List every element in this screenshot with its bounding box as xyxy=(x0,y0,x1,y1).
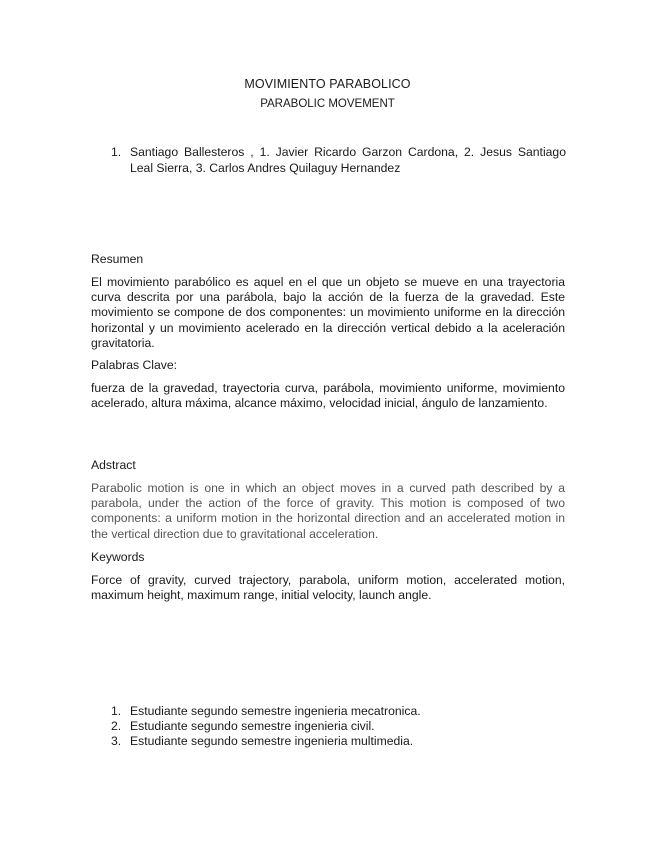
note-number: 1. xyxy=(111,704,122,718)
list-item xyxy=(111,719,531,734)
note-number: 3. xyxy=(111,734,122,749)
keywords-text: Force of gravity, curved trajectory, parabola, uniform motion, accelerated motion, maximum height, maximum range, initial velocity, launch angle. xyxy=(91,573,565,603)
list-item xyxy=(111,704,531,719)
author-list-number: 1. xyxy=(111,145,122,159)
abstract-heading: Adstract xyxy=(91,458,136,472)
list-item xyxy=(111,734,531,749)
note-text: Estudiante segundo semestre ingenieria mecatronica. xyxy=(130,704,421,718)
author-list-text: Santiago Ballesteros , 1. Javier Ricardo Garzon Cardona, 2. Jesus Santiago Leal Sierra, 3. Carlos Andres Quilaguy Hernandez xyxy=(130,145,566,175)
author-list xyxy=(111,145,566,176)
paper-subtitle: PARABOLIC MOVEMENT xyxy=(260,98,395,110)
paper-title: MOVIMIENTO PARABOLICO xyxy=(244,77,411,91)
note-text: Estudiante segundo semestre ingenieria multimedia. xyxy=(130,734,414,749)
affiliation-notes xyxy=(111,704,531,750)
palabras-clave-text: fuerza de la gravedad, trayectoria curva, parábola, movimiento uniforme, movimiento acelerado, altura máxima, alcance máximo, velocidad inicial, ángulo de lanzamiento. xyxy=(91,381,565,411)
palabras-clave-heading: Palabras Clave: xyxy=(91,358,178,372)
abstract-text: Parabolic motion is one in which an object moves in a curved path described by a parabola, under the action of the force of gravity. This motion is composed of two components: a uniform motion in the horizontal direction and an accelerated motion in the vertical direction due to gravitational acceleration. xyxy=(91,481,565,541)
note-text: Estudiante segundo semestre ingenieria civil. xyxy=(130,719,375,734)
resumen-heading: Resumen xyxy=(91,252,144,266)
note-number: 2. xyxy=(111,719,122,734)
keywords-heading: Keywords xyxy=(91,550,145,564)
resumen-text: El movimiento parabólico es aquel en el que un objeto se mueve en una trayectoria curva descrita por una parábola, bajo la acción de la fuerza de la gravedad. Este movimiento se compone de dos componentes: un movimiento uniforme en la dirección horizontal y un movimiento acelerado en la dirección vertical debido a la aceleración gravitatoria. xyxy=(91,275,565,350)
